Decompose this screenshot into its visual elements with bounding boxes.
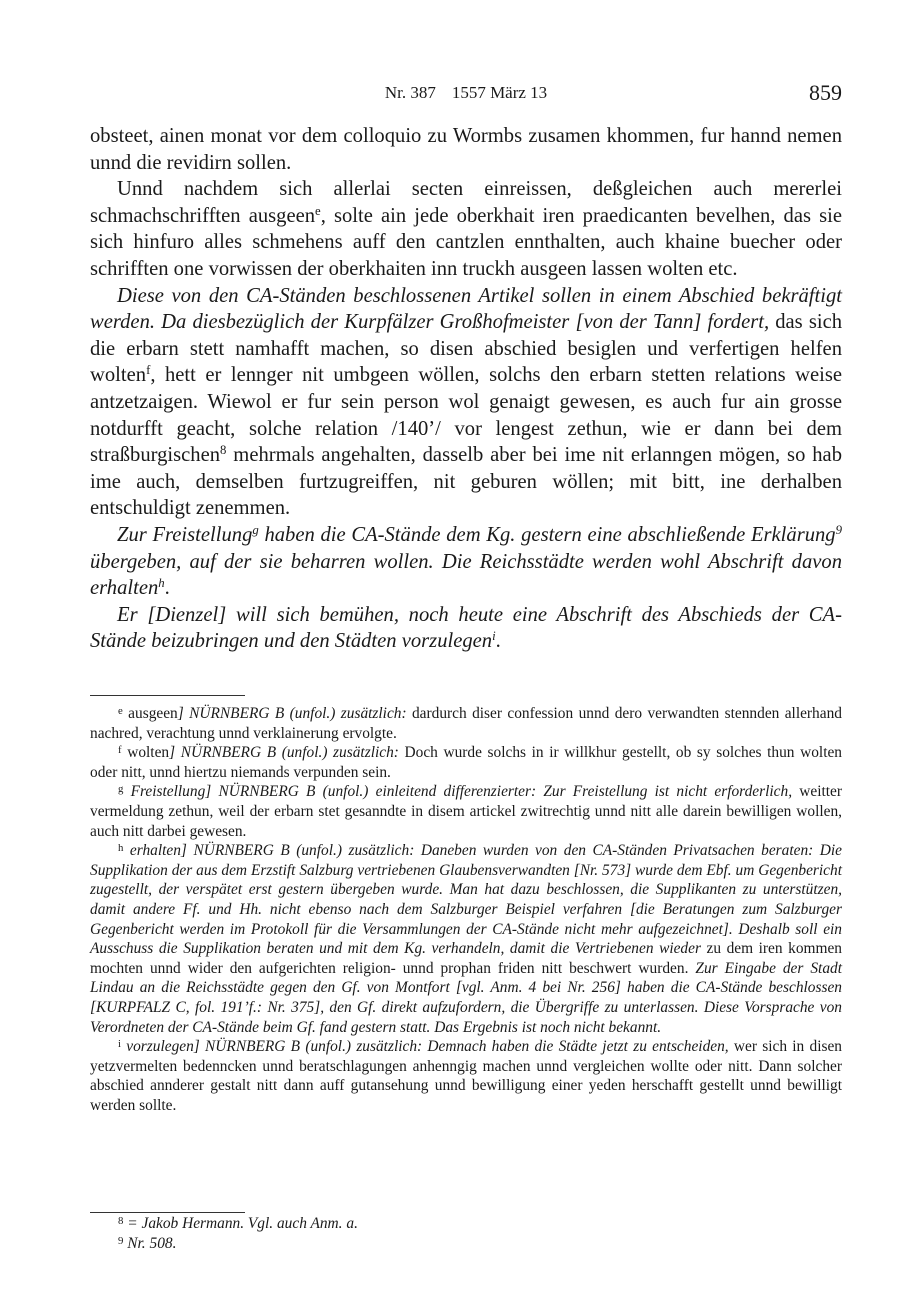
factual-footnotes [90,1214,842,1253]
footnote-9: $^9$ Nr. 508. [118,1234,177,1252]
apparatus-note-g: $^g$ Freistellung] NÜRNBERG B (unfol.) einleitend differenzierter: Zur Freistellung ist nicht erforderlich, weitter vermeldung zethun, weil der erbarn stet gesanndte in disem artickel zwitrechtig unnd nitt alle darein bewilligen wollen, auch nitt darbei gewesen. [90,783,842,840]
running-title [90,83,842,103]
apparatus-note-h: $^h$ erhalten] NÜRNBERG B (unfol.) zusätzlich: Daneben wurden von den CA-Ständen Privatsachen beraten: Die Supplikation der aus dem Erzstift Salzburg vertriebenen Glaubensverwandten [Nr. 573] wurde dem Ebf. um Gegenbericht zugestellt, der verspätet erst gestern übergeben wurde. Man hat dazu beschlossen, die Supplikanten zu unterstützen, damit andere Ff. und Hh. nicht ebenso nach dem Salzburger Beispiel verfahren [die Beratungen zum Salzburger Gegenbericht werden im Protokoll für die Versammlungen der CA-Stände nicht mehr aufgezeichnet]. Deshalb soll ein Ausschuss die Supplikation beraten und mit dem Kg. verhandeln, damit die Vertriebenen wieder zu dem iren kommen mochten unnd wider den aufgerichten religion- unnd prophan friden nitt beschwert wurden. Zur Eingabe der Stadt Lindau an die Reichsstädte gegen den Gf. von Montfort [vgl. Anm. 4 bei Nr. 256] haben die CA-Stände beschlossen [KURPFALZ C, fol. 191’f.: Nr. 375], den Gf. direkt aufzufordern, die Übergriffe zu unterlassen. Diese Vorsprache von Verordneten der CA-Stände beim Gf. fand gestern statt. Das Ergebnis ist noch nicht bekannt. [90,842,842,1036]
document-number: Nr. 387 [384,83,436,102]
apparatus-note-f: $^f$ wolten] NÜRNBERG B (unfol.) zusätzlich: Doch wurde solchs in ir willkhur gestellt, ob sy solches thun wolten oder nitt, unnd hiertzu niemands verpunden sein. [90,744,842,781]
footnote-ref-g: g [252,522,259,537]
apparatus-divider [90,695,245,696]
page-number: 859 [809,80,842,105]
footnote-divider [90,1212,245,1213]
document-date: 1557 März 13 [451,83,548,102]
apparatus-note-e: $^e$ ausgeen] NÜRNBERG B (unfol.) zusätzlich: dardurch diser confession unnd dero verwandten stennden allerhand nachred, verachtung unnd verklainerung ervolgte. [90,705,842,742]
running-header [90,80,842,110]
footnote-ref-h: h [158,576,165,591]
paragraph-3: Diese von den CA-Ständen beschlossenen Artikel sollen in einem Abschied bekräftigt werden. Da diesbezüglich der Kurpfälzer Großhofmeister [von der Tann] fordert, das sich die erbarn stett namhafft machen, so disen abschied besiglen und verfertigen helfen wolten$^f$, hett er lennger nit umbgeen wöllen, solchs den erbarn stetten relations weise antzetzaigen. Wiewol er fur sein person wol genaigt gewesen, es auch fur ain grosse notdurfft geacht, solche relation /140’/ vor lengest zethun, wie er dann bei dem straßburgischen$^8$ mehrmals angehalten, dasselb aber bei ime nit erlanngen mögen, so hab ime auch, demselben furtzugreiffen, nit geburen wöllen; mit bitt, ine derhalben entschuldigt zenemmen. [90,284,843,520]
footnote-ref-i: i [492,629,496,644]
footnote-ref-f: f [146,363,151,378]
paragraph-5: Er [Dienzel] will sich bemühen, noch heute eine Abschrift des Abschieds der CA-Stände beizubringen und den Städten vorzulegen$^i$. [90,603,842,653]
footnote-ref-8: 8 [220,443,227,458]
footnote-ref-9: 9 [835,522,842,537]
paragraph-1: obsteet, ainen monat vor dem colloquio zu Wormbs zusamen khommen, fur hannd nemen unnd die revidirn sollen. [90,125,842,174]
paragraph-2: Unnd nachdem sich allerlai secten einreissen, deßgleichen auch mererlei schmachschrifften ausgeen$^e$, solte ain jede oberkhait iren praedicanten bevelhen, das sie sich hinfuro alles schmehens auff den cantzlen ennthalten, auch khaine buecher oder schrifften one vorwissen der oberkhaiten inn truckh ausgeen lassen wolten etc. [90,178,843,280]
main-text [90,123,842,655]
footnote-8: $^8$ = Jakob Hermann. Vgl. auch Anm. a. [118,1215,358,1232]
text-critical-apparatus [90,704,842,1115]
footnote-ref-e: e [315,203,321,218]
apparatus-note-i: $^i$ vorzulegen] NÜRNBERG B (unfol.) zusätzlich: Demnach haben die Städte jetzt zu entscheiden, wer sich in disen yetzvermelten bedenncken unnd beratschlagungen anhenngig machen unnd vergleichen wollte oder nitt. Dann solcher abschied annderer gestalt nitt dann auff gutansehung unnd bewilligung einer yeden herschafft gestellt unnd bewilligt werden sollte. [90,1038,842,1114]
paragraph-4: Zur Freistellung$^g$ haben die CA-Stände dem Kg. gestern eine abschließende Erklärung$^9$ übergeben, auf der sie beharren wollen. Die Reichsstädte werden wohl Abschrift davon erhalten$^h$. [90,522,842,600]
